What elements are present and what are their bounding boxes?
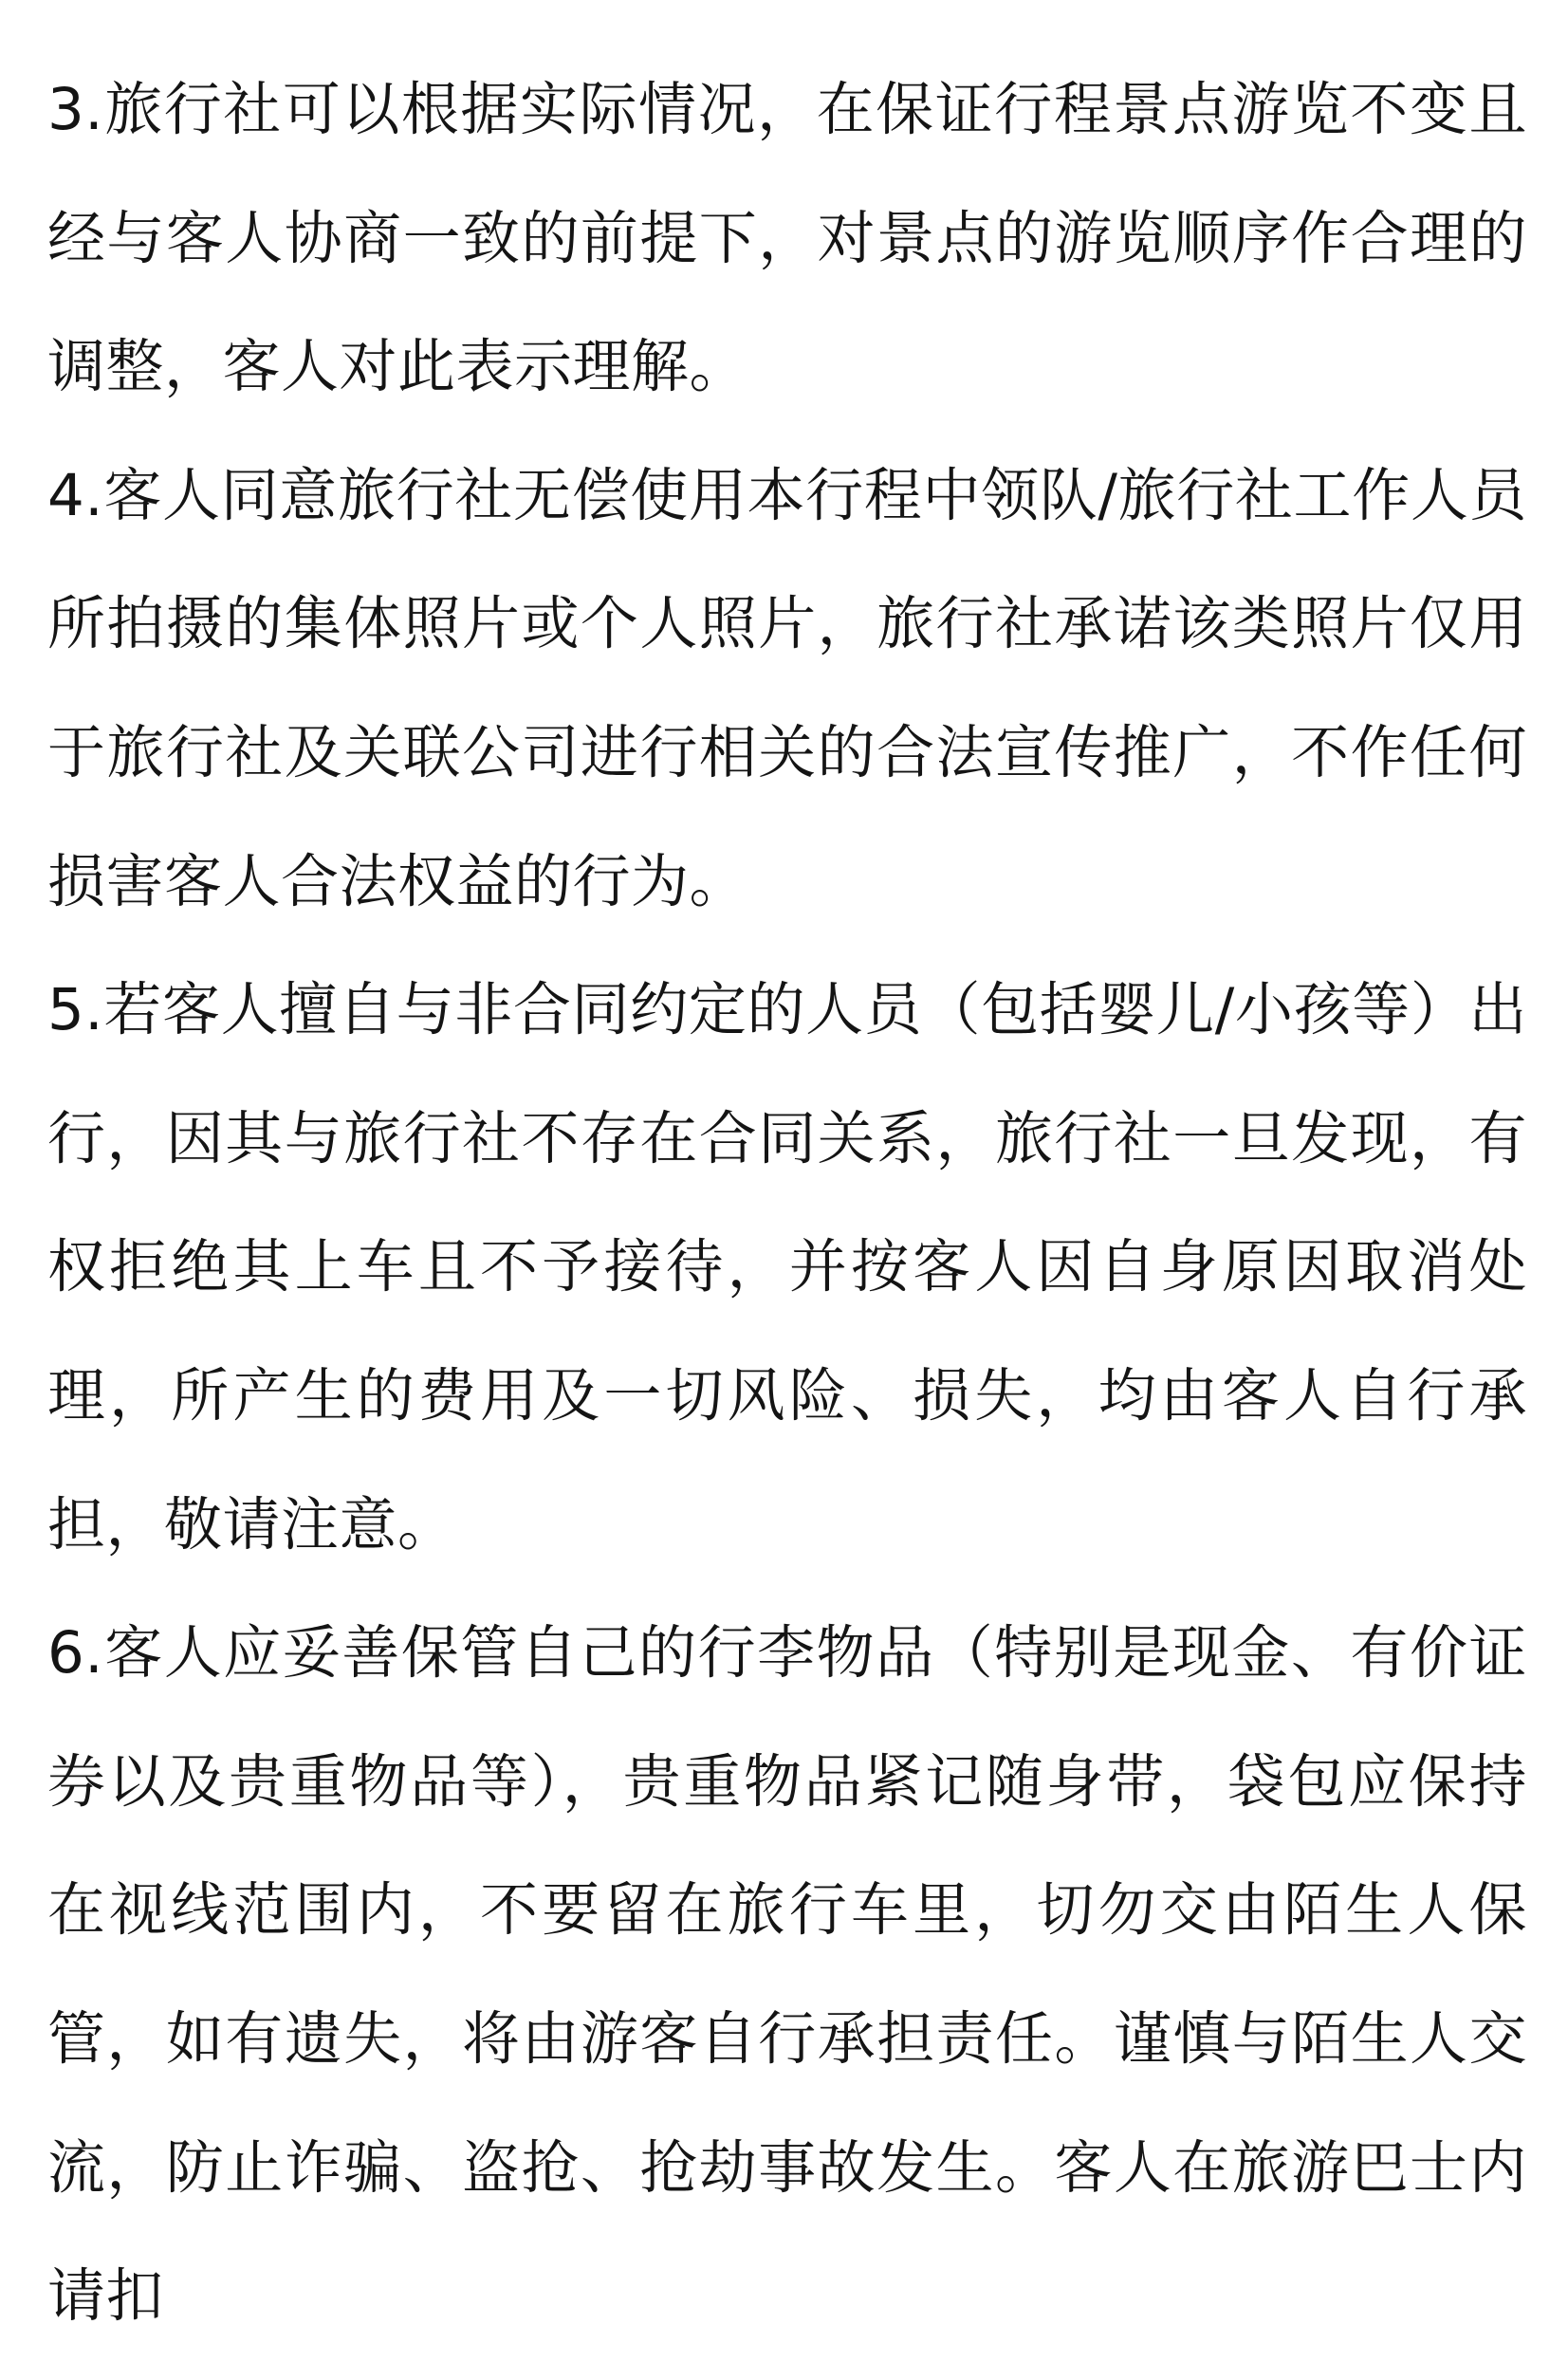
clause-4: 4.客人同意旅行社无偿使用本行程中领队/旅行社工作人员所拍摄的集体照片或个人照片，旅行社承诺该类照片仅用于旅行社及关联公司进行相关的合法宣传推广，不作任何损害客人合法权益的行为。	[47, 461, 1527, 915]
document-page	[47, 46, 1527, 2331]
clause-5: 5.若客人擅自与非合同约定的人员（包括婴儿/小孩等）出行，因其与旅行社不存在合同关系，旅行社一旦发现，有权拒绝其上车且不予接待，并按客人因自身原因取消处理，所产生的费用及一切风险、损失，均由客人自行承担，敬请注意。	[47, 976, 1527, 1559]
clause-3: 3.旅行社可以根据实际情况，在保证行程景点游览不变且经与客人协商一致的前提下，对景点的游览顺序作合理的调整，客人对此表示理解。	[47, 76, 1527, 401]
clause-6: 6.客人应妥善保管自己的行李物品（特别是现金、有价证券以及贵重物品等），贵重物品紧记随身带，袋包应保持在视线范围内，不要留在旅行车里，切勿交由陌生人保管，如有遗失，将由游客自行承担责任。谨慎与陌生人交流，防止诈骗、盗抢、抢劫事故发生。客人在旅游巴士内请扣	[47, 1619, 1527, 2331]
